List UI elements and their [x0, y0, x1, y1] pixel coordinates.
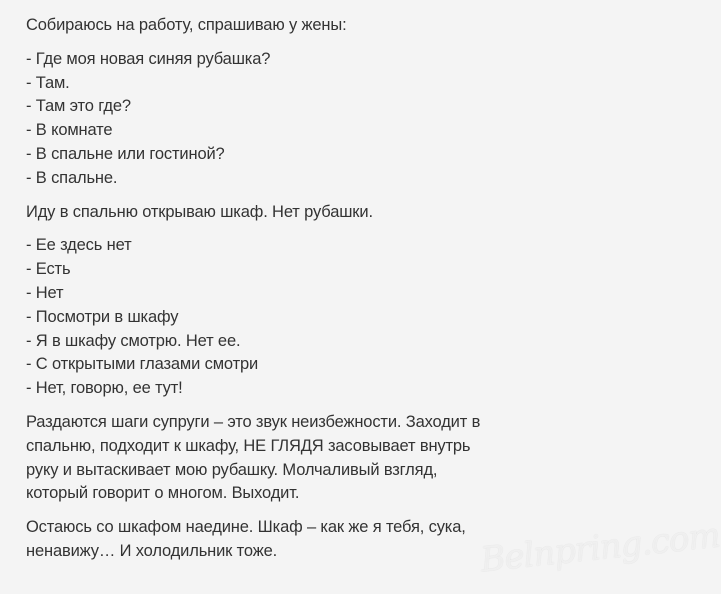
watermark-logo: Belnpring.com	[478, 515, 721, 581]
spacer	[26, 401, 600, 411]
dialog-line: - В спальне или гостиной?	[26, 144, 225, 163]
dialog-line: - Там.	[26, 73, 70, 92]
spacer	[26, 506, 600, 516]
paragraph-4	[26, 516, 600, 564]
dialog-line: - Посмотри в шкафу	[26, 307, 179, 326]
dialog-block-1	[26, 48, 600, 191]
dialog-line: - В спальне.	[26, 168, 118, 187]
dialog-block-2	[26, 234, 600, 401]
text-line: ненавижу… И холодильник тоже.	[26, 541, 278, 560]
text-line: руку и вытаскивает мою рубашку. Молчаливый взгляд,	[26, 460, 438, 479]
dialog-line: - Ее здесь нет	[26, 236, 132, 255]
spacer	[26, 191, 600, 201]
text-line: Раздаются шаги супруги – это звук неизбежности. Заходит в	[26, 412, 481, 431]
dialog-line: - Нет, говорю, ее тут!	[26, 379, 183, 398]
joke-text	[26, 14, 600, 564]
dialog-line: - Где моя новая синяя рубашка?	[26, 49, 271, 68]
spacer	[26, 38, 600, 48]
dialog-line: - Там это где?	[26, 97, 131, 116]
dialog-line: - Нет	[26, 283, 64, 302]
paragraph-2	[26, 201, 600, 225]
paragraph-3	[26, 411, 600, 506]
text-line: Собираюсь на работу, спрашиваю у жены:	[26, 16, 347, 34]
spacer	[26, 224, 600, 234]
text-line: Иду в спальню открываю шкаф. Нет рубашки.	[26, 202, 373, 221]
dialog-line: - В комнате	[26, 121, 113, 140]
dialog-line: - Я в шкафу смотрю. Нет ее.	[26, 331, 241, 350]
intro-paragraph	[26, 14, 600, 38]
text-line: спальню, подходит к шкафу, НЕ ГЛЯДЯ засовывает внутрь	[26, 436, 471, 455]
dialog-line: - С открытыми глазами смотри	[26, 355, 259, 374]
dialog-line: - Есть	[26, 260, 71, 279]
text-line: Остаюсь со шкафом наедине. Шкаф – как же я тебя, сука,	[26, 518, 466, 537]
text-line: который говорит о многом. Выходит.	[26, 484, 300, 503]
